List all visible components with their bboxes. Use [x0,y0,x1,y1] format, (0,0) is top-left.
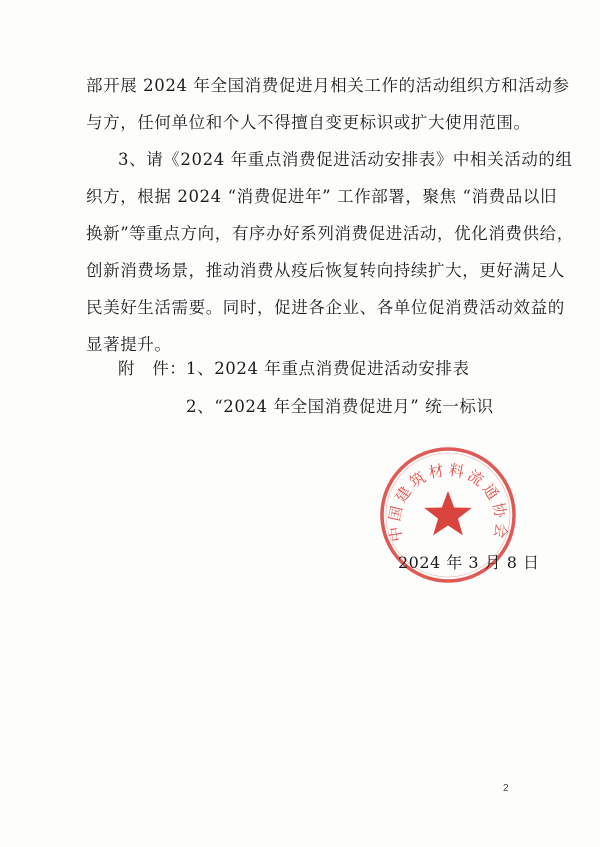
document-date: 2024 年 3 月 8 日 [398,553,540,572]
paragraph-line: 与方，任何单位和个人不得擅自变更标识或扩大使用范围。 [86,113,531,132]
page-number: 2 [503,783,509,794]
paragraph-line: 3、请《2024 年重点消费促进活动安排表》中相关活动的组 [118,150,573,169]
seal-text: 中国建筑材料流通协会 [385,460,511,543]
paragraph-line: 民美好生活需要。同时，促进各企业、各单位促消费活动效益的 [86,298,565,317]
paragraph-line: 换新”等重点方向，有序办好系列消费促进活动，优化消费供给， [86,224,574,243]
paragraph-line: 创新消费场景，推动消费从疫后恢复转向持续扩大，更好满足人 [86,261,565,280]
attachments-label: 附 件： [118,359,187,378]
attachment-item-2: 2、“2024 年全国消费促进月” 统一标识 [186,397,494,416]
paragraph-line: 部开展 2024 年全国消费促进月相关工作的活动组织方和活动参 [86,76,570,95]
seal-star-icon [424,491,472,535]
attachment-item-1: 1、2024 年重点消费促进活动安排表 [186,359,470,378]
paragraph-line: 织方，根据 2024 “消费促进年” 工作部署，聚焦 “消费品以旧 [86,187,558,206]
paragraph-line: 显著提升。 [86,335,172,354]
